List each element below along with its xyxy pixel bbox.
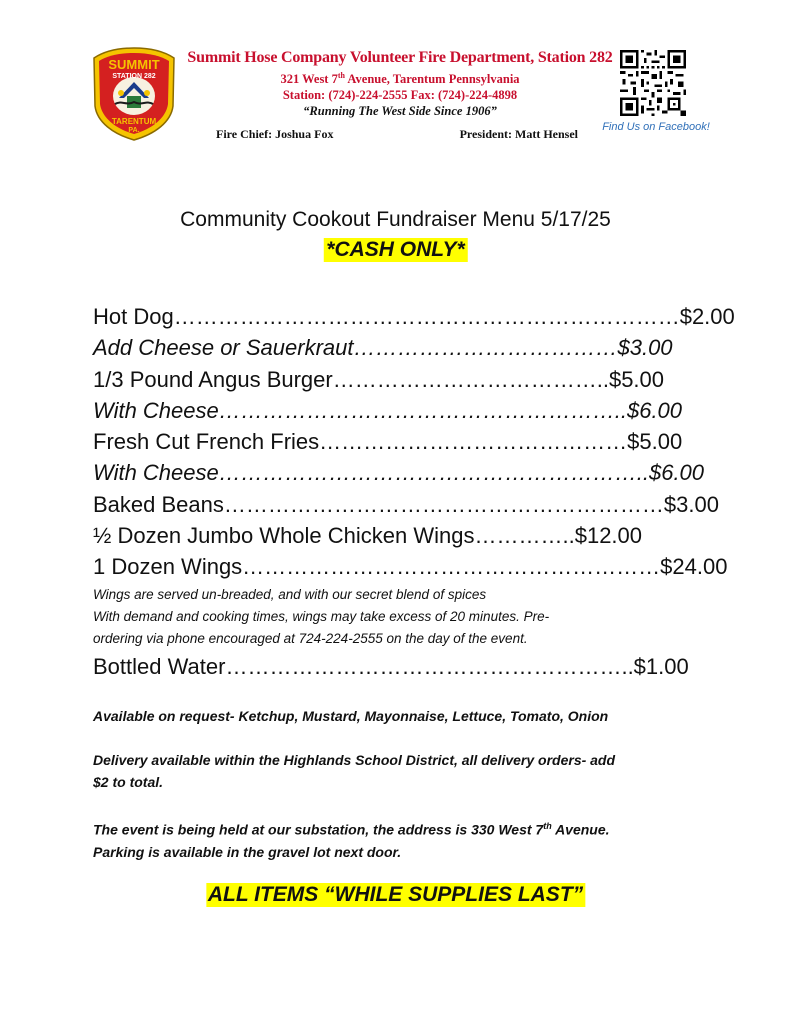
department-phone: Station: (724)-224-2555 Fax: (724)-224-4898 xyxy=(282,88,518,103)
wing-note-line: ordering via phone encouraged at 724-224-2555 on the day of the event. xyxy=(93,630,528,646)
badge-station-text: STATION 282 xyxy=(112,73,156,80)
qr-code-icon[interactable] xyxy=(620,50,686,116)
department-name: Summit Hose Company Volunteer Fire Department, Station 282 xyxy=(187,49,613,66)
department-header xyxy=(180,48,620,120)
menu-list xyxy=(93,301,735,682)
department-motto: “Running The West Side Since 1906” xyxy=(303,104,497,119)
parking-line: Parking is available in the gravel lot next door. xyxy=(93,843,402,860)
menu-item-add-cheese-sauerkraut: Add Cheese or Sauerkraut………………………………$3.00 xyxy=(93,335,673,361)
fire-chief: Fire Chief: Joshua Fox xyxy=(216,127,334,141)
delivery-line: $2 to total. xyxy=(93,774,164,790)
menu-item-hot-dog: Hot Dog……………………………………………………………$2.00 xyxy=(93,304,735,329)
menu-title: Community Cookout Fundraiser Menu 5/17/25 xyxy=(180,208,611,231)
menu-item-angus-burger: 1/3 Pound Angus Burger………………………………..$5.00 xyxy=(93,366,665,392)
menu-item-bottled-water: Bottled Water………………………………………………..$1.00 xyxy=(93,653,689,679)
cash-only-notice: *CASH ONLY* xyxy=(323,238,467,262)
menu-item-french-fries: Fresh Cut French Fries……………………………………$5.00 xyxy=(93,429,683,455)
wing-note-line: With demand and cooking times, wings may take excess of 20 minutes. Pre- xyxy=(93,608,550,624)
menu-item-fries-with-cheese: With Cheese…………………………………………………..$6.00 xyxy=(93,460,705,486)
menu-item-burger-with-cheese: With Cheese………………………………………………..$6.00 xyxy=(93,397,683,423)
menu-item-baked-beans: Baked Beans……………………………………………………$3.00 xyxy=(93,491,719,517)
badge-bottom-abbr: PA. xyxy=(128,127,140,134)
menu-item-dozen-wings: 1 Dozen Wings…………………………………………………$24.00 xyxy=(93,554,728,580)
delivery-note xyxy=(93,749,703,793)
wing-note-line: Wings are served un-breaded, and with our secret blend of spices xyxy=(93,586,487,602)
department-address: 321 West 7th Avenue, Tarentum Pennsylvania xyxy=(280,71,520,87)
menu-item-half-dozen-wings: ½ Dozen Jumbo Whole Chicken Wings…………..$12.00 xyxy=(93,523,643,549)
badge-top-text: SUMMIT xyxy=(108,57,160,72)
condiments-note: Available on request- Ketchup, Mustard, Mayonnaise, Lettuce, Tomato, Onion xyxy=(93,708,609,724)
event-address-line: The event is being held at our substation, the address is 330 West 7th Avenue. xyxy=(93,821,610,838)
delivery-line: Delivery available within the Highlands School District, all delivery orders- add xyxy=(93,752,616,768)
badge-bottom-text: TARENTUM xyxy=(111,117,157,126)
president: President: Matt Hensel xyxy=(459,127,578,141)
facebook-caption: Find Us on Facebook! xyxy=(602,121,710,133)
fire-department-badge-logo xyxy=(91,46,177,142)
event-location-note xyxy=(93,815,703,863)
supplies-notice: ALL ITEMS “WHILE SUPPLIES LAST” xyxy=(207,883,584,906)
wing-notes xyxy=(93,584,693,650)
